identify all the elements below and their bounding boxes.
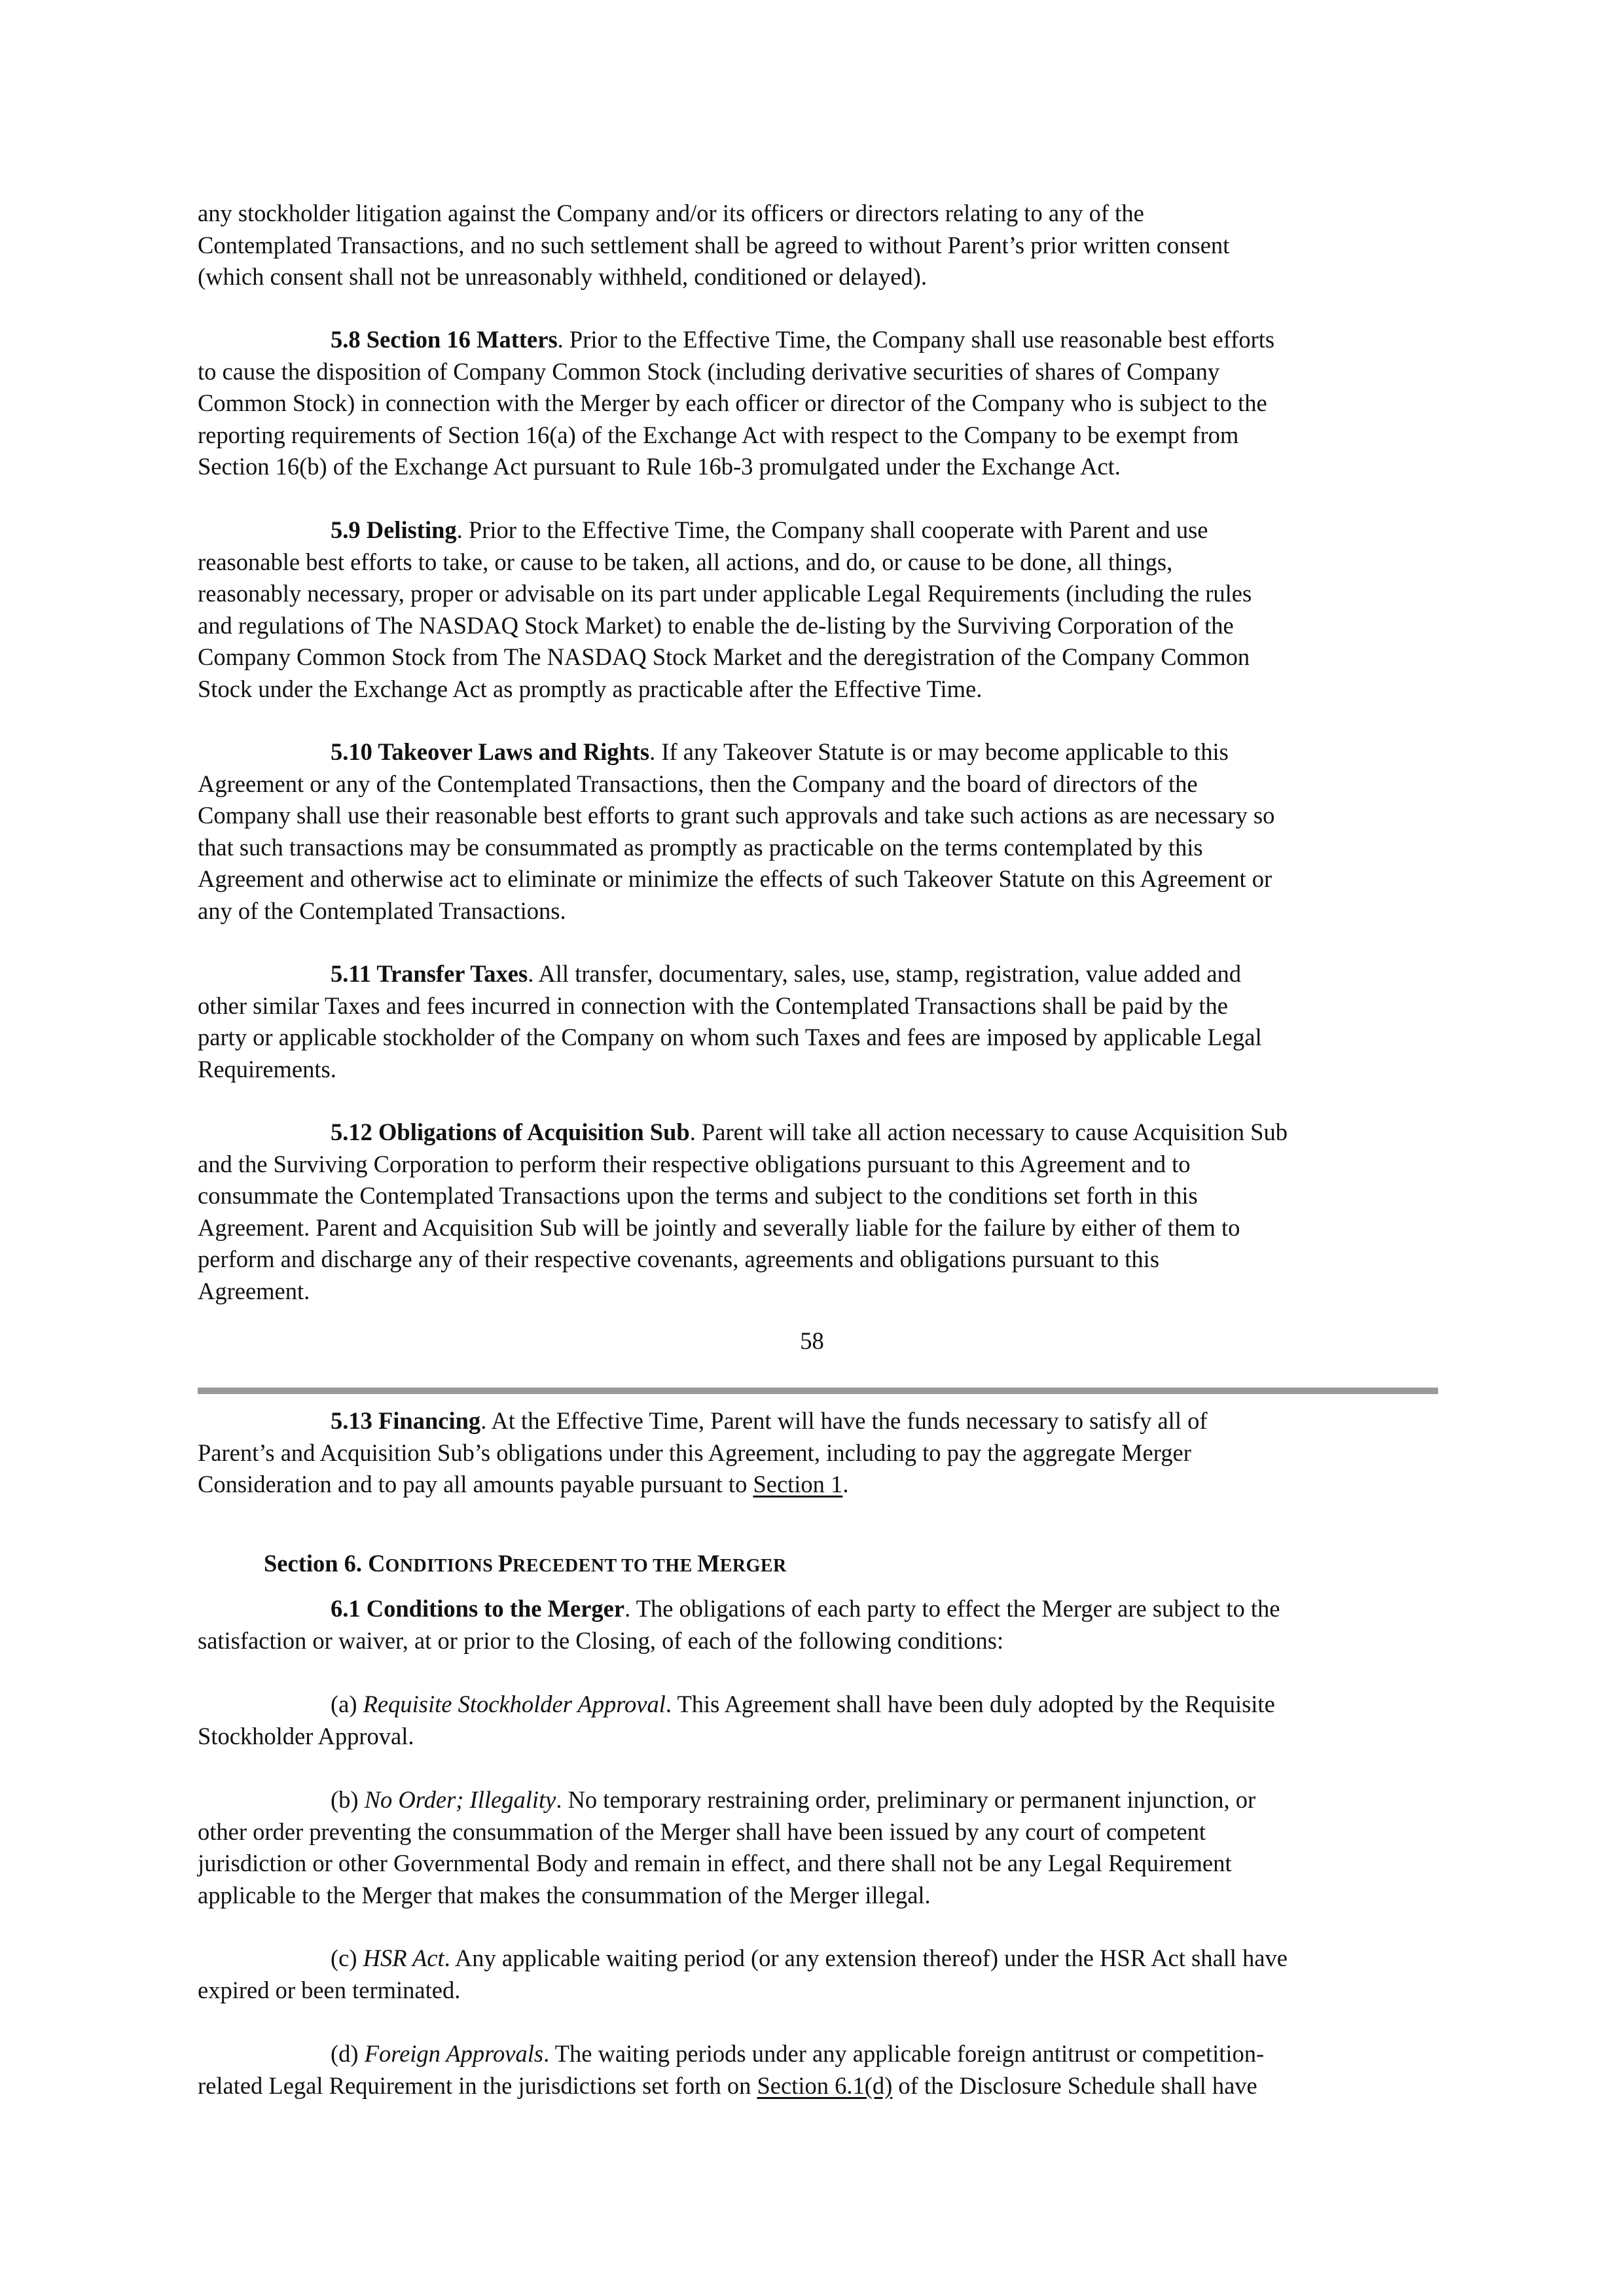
text-line: any of the Contemplated Transactions. xyxy=(198,897,566,924)
text-line: reasonable best efforts to take, or cause to be taken, all actions, and do, or cause to be done, all things, xyxy=(198,548,1173,575)
cross-reference-link[interactable]: Section 6.1(d) xyxy=(757,2072,893,2099)
text-line: reasonably necessary, proper or advisable on its part under applicable Legal Requirements (including the rules xyxy=(198,580,1252,607)
text-line: (which consent shall not be unreasonably withheld, conditioned or delayed). xyxy=(198,263,927,291)
text-line: 6.1 Conditions to the Merger. The obligations of each party to effect the Merger are subject to the xyxy=(331,1595,1280,1622)
section-6-1-paragraph xyxy=(198,1593,1438,1657)
text-line: Agreement. Parent and Acquisition Sub will be jointly and severally liable for the failure by either of them to xyxy=(198,1213,1240,1241)
section-5-12-paragraph xyxy=(198,1117,1438,1308)
continuation-paragraph xyxy=(198,198,1438,293)
section-heading: 5.8 Section 16 Matters xyxy=(331,326,558,353)
section-heading: 5.12 Obligations of Acquisition Sub xyxy=(331,1119,690,1145)
section-heading: 6.1 Conditions to the Merger xyxy=(331,1595,625,1622)
condition-b-paragraph xyxy=(198,1784,1438,1911)
condition-title: Foreign Approvals xyxy=(364,2040,544,2067)
text-line: Requirements. xyxy=(198,1055,336,1083)
text-line: jurisdiction or other Governmental Body and remain in effect, and there shall not be any Legal Requirement xyxy=(198,1850,1232,1877)
text-line: (d) Foreign Approvals. The waiting periods under any applicable foreign antitrust or competition- xyxy=(331,2040,1265,2067)
text-line: Stockholder Approval. xyxy=(198,1722,414,1749)
text-line: expired or been terminated. xyxy=(198,1976,461,2003)
text-line: applicable to the Merger that makes the consummation of the Merger illegal. xyxy=(198,1881,931,1909)
text-line: 5.12 Obligations of Acquisition Sub. Parent will take all action necessary to cause Acquisition Sub xyxy=(331,1119,1288,1145)
text-line: and the Surviving Corporation to perform their respective obligations pursuant to this Agreement and to xyxy=(198,1150,1191,1177)
text-line: Agreement or any of the Contemplated Transactions, then the Company and the board of directors of the xyxy=(198,770,1198,797)
text-line: satisfaction or waiver, at or prior to the Closing, of each of the following conditions: xyxy=(198,1626,1004,1654)
text-line: other similar Taxes and fees incurred in connection with the Contemplated Transactions shall be paid by the xyxy=(198,992,1229,1019)
condition-a-paragraph xyxy=(198,1689,1438,1752)
condition-title: Requisite Stockholder Approval xyxy=(363,1691,666,1717)
text-line: Company shall use their reasonable best efforts to grant such approvals and take such actions as are necessary so xyxy=(198,802,1275,829)
text-line: 5.9 Delisting. Prior to the Effective Time, the Company shall cooperate with Parent and use xyxy=(331,516,1208,543)
text-line: Agreement. xyxy=(198,1277,310,1304)
text-line: to cause the disposition of Company Common Stock (including derivative securities of shares of Company xyxy=(198,357,1220,385)
section-heading: 5.10 Takeover Laws and Rights xyxy=(331,738,650,765)
text-line: and regulations of The NASDAQ Stock Market) to enable the de-listing by the Surviving Corporation of the xyxy=(198,611,1234,639)
text-line: related Legal Requirement in the jurisdictions set forth on Section 6.1(d) of the Disclosure Schedule shall have xyxy=(198,2072,1257,2099)
section-5-8-paragraph xyxy=(198,324,1438,483)
text-line: 5.8 Section 16 Matters. Prior to the Effective Time, the Company shall use reasonable best efforts xyxy=(331,326,1275,353)
section-5-11-paragraph xyxy=(198,958,1438,1085)
text-line: perform and discharge any of their respective covenants, agreements and obligations pursuant to this xyxy=(198,1246,1160,1273)
section-heading: 5.11 Transfer Taxes xyxy=(331,960,528,987)
text-line: Stock under the Exchange Act as promptly as practicable after the Effective Time. xyxy=(198,675,983,702)
text-line: any stockholder litigation against the Company and/or its officers or directors relating to any of the xyxy=(198,200,1144,226)
text-line: Consideration and to pay all amounts payable pursuant to Section 1. xyxy=(198,1471,849,1498)
cross-reference-link[interactable]: Section 1 xyxy=(753,1471,843,1498)
page-number: 58 xyxy=(800,1327,824,1354)
text-line: reporting requirements of Section 16(a) of the Exchange Act with respect to the Company to be exempt from xyxy=(198,421,1239,448)
text-line: (a) Requisite Stockholder Approval. This Agreement shall have been duly adopted by the Requisite xyxy=(331,1691,1275,1717)
condition-d-paragraph xyxy=(198,2038,1438,2102)
section-5-10-paragraph xyxy=(198,736,1438,927)
text-line: Common Stock) in connection with the Merger by each officer or director of the Company who is subject to the xyxy=(198,389,1267,417)
text-line: 5.11 Transfer Taxes. All transfer, documentary, sales, use, stamp, registration, value added and xyxy=(331,960,1242,987)
condition-title: No Order; Illegality xyxy=(364,1786,556,1813)
text-line: Company Common Stock from The NASDAQ Stock Market and the deregistration of the Company Common xyxy=(198,643,1250,671)
condition-title: HSR Act xyxy=(363,1945,444,1971)
section-5-13-paragraph xyxy=(198,1405,1438,1501)
section-6-heading: Section 6. CONDITIONS PRECEDENT TO THE MERGER xyxy=(264,1550,787,1577)
text-line: that such transactions may be consummated as promptly as practicable on the terms contemplated by this xyxy=(198,833,1203,861)
text-line: other order preventing the consummation of the Merger shall have been issued by any court of competent xyxy=(198,1818,1206,1845)
condition-c-paragraph xyxy=(198,1943,1438,2006)
text-line: 5.10 Takeover Laws and Rights. If any Takeover Statute is or may become applicable to this xyxy=(331,738,1229,765)
text-line: Agreement and otherwise act to eliminate or minimize the effects of such Takeover Statute on this Agreement or xyxy=(198,865,1272,893)
text-line: consummate the Contemplated Transactions upon the terms and subject to the conditions set forth in this xyxy=(198,1182,1198,1210)
section-5-9-paragraph xyxy=(198,514,1438,706)
text-line: (c) HSR Act. Any applicable waiting period (or any extension thereof) under the HSR Act shall have xyxy=(331,1945,1288,1971)
text-line: (b) No Order; Illegality. No temporary restraining order, preliminary or permanent injunction, or xyxy=(331,1786,1256,1813)
text-line: party or applicable stockholder of the Company on whom such Taxes and fees are imposed by applicable Legal xyxy=(198,1024,1262,1051)
section-heading: 5.13 Financing xyxy=(331,1407,481,1434)
text-line: Contemplated Transactions, and no such settlement shall be agreed to without Parent’s prior written consent xyxy=(198,231,1230,259)
text-line: 5.13 Financing. At the Effective Time, Parent will have the funds necessary to satisfy all of xyxy=(331,1407,1208,1434)
text-line: Parent’s and Acquisition Sub’s obligations under this Agreement, including to pay the aggregate Merger xyxy=(198,1439,1191,1466)
section-heading: 5.9 Delisting xyxy=(331,516,457,543)
text-line: Section 16(b) of the Exchange Act pursuant to Rule 16b-3 promulgated under the Exchange Act. xyxy=(198,453,1121,480)
page-break-divider xyxy=(198,1388,1438,1394)
